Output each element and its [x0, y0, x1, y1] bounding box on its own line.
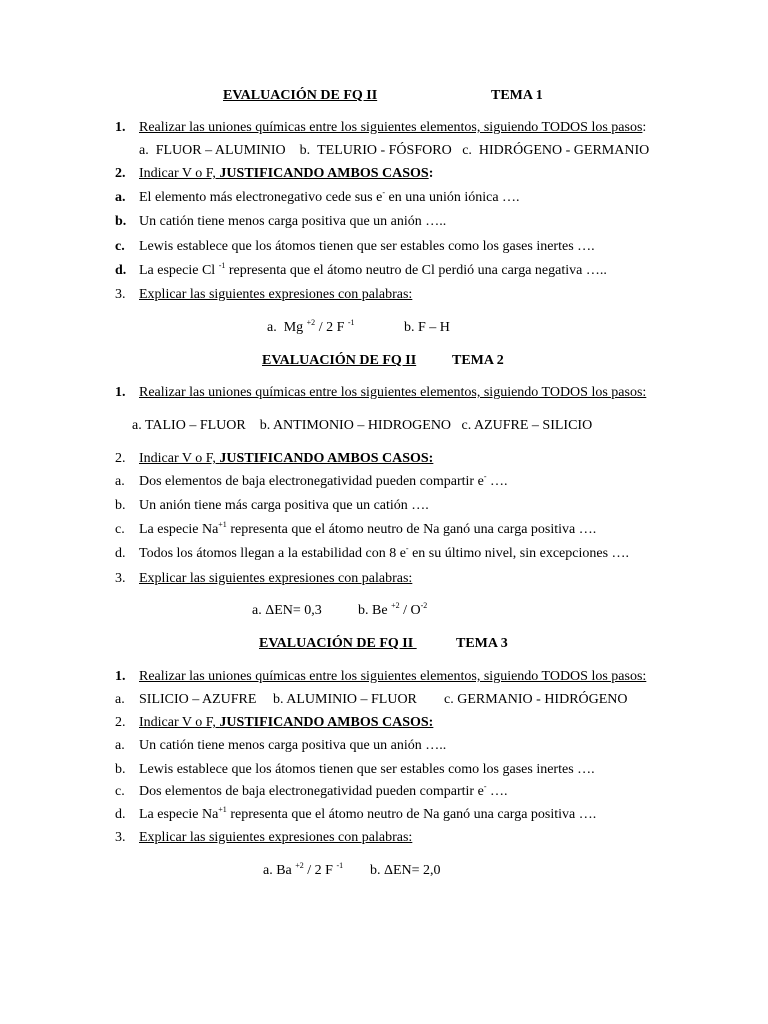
tema3-title: EVALUACIÓN DE FQ II	[259, 636, 417, 651]
tema1-q1-options: a. FLUOR – ALUMINIO b. TELURIO - FÓSFORO c. HIDRÓGENO - GERMANIO	[139, 143, 650, 158]
question-number: 2.	[115, 166, 126, 181]
tema1-expression-b: b. F – H	[404, 320, 450, 335]
tema2-expression-a: a. ΔEN= 0,3	[252, 603, 322, 618]
tema2-title: EVALUACIÓN DE FQ II	[262, 353, 417, 368]
tema2-number: TEMA 2	[452, 353, 504, 368]
question-text: Realizar las uniones químicas entre los siguientes elementos, siguiendo TODOS los pasos:	[139, 120, 647, 135]
tema3-expression-a: a. Ba $^{+2}$ / 2 F $^{-1}$	[263, 861, 344, 878]
question-text: Indicar V o F, JUSTIFICANDO AMBOS CASOS:	[139, 166, 434, 181]
tema1-number: TEMA 1	[491, 88, 543, 103]
tema3-number: TEMA 3	[456, 636, 508, 651]
tema2-expression-b: b. Be $^{+2} / O^{-2}$	[358, 601, 428, 618]
tema2-q1-options: a. TALIO – FLUOR b. ANTIMONIO – HIDROGENO c. AZUFRE – SILICIO	[132, 418, 593, 433]
tema3-expression-b: b. ΔEN= 2,0	[370, 863, 441, 878]
question-number: 1.	[115, 120, 126, 135]
tema1-expressions: a. Mg $^{+2}$ / 2 F $^{-1}$	[267, 318, 355, 335]
tema1-title: EVALUACIÓN DE FQ II	[223, 88, 378, 103]
